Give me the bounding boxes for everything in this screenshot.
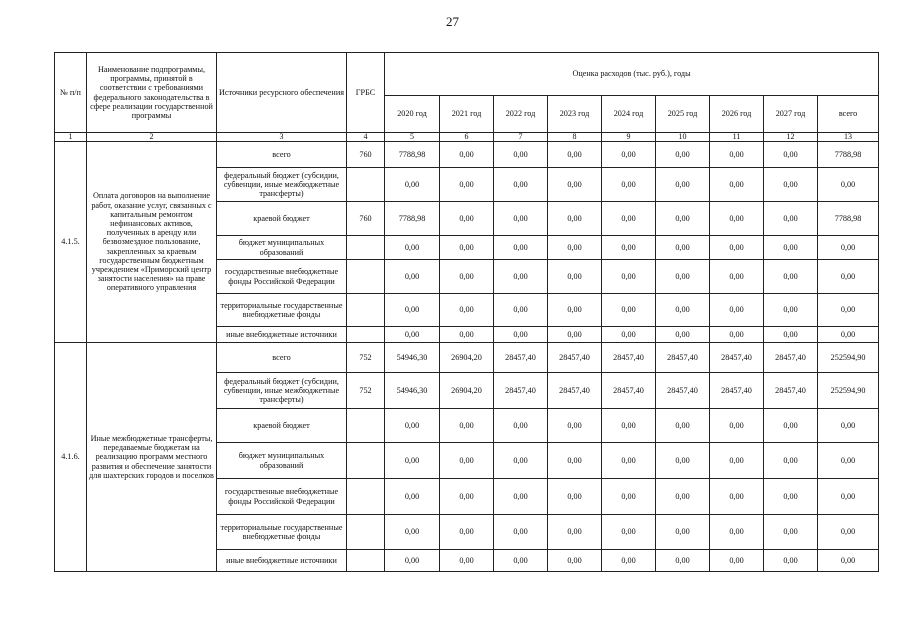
grbs-code: 760 xyxy=(347,142,385,168)
year-value: 0,00 xyxy=(440,294,494,327)
year-value: 0,00 xyxy=(710,294,764,327)
funding-source: иные внебюджетные источники xyxy=(217,327,347,343)
funding-source: государственные внебюджетные фонды Российской Федерации xyxy=(217,479,347,515)
year-value: 0,00 xyxy=(494,260,548,294)
year-value: 0,00 xyxy=(440,550,494,572)
year-value: 28457,40 xyxy=(710,343,764,373)
year-value: 0,00 xyxy=(656,515,710,550)
column-number: 1 xyxy=(55,133,87,142)
item-code: 4.1.6. xyxy=(55,343,87,572)
year-value: 0,00 xyxy=(710,443,764,479)
year-value: 0,00 xyxy=(494,142,548,168)
year-value: 0,00 xyxy=(385,409,440,443)
year-value: 54946,30 xyxy=(385,373,440,409)
year-value: 0,00 xyxy=(385,260,440,294)
year-value: 0,00 xyxy=(656,142,710,168)
grbs-code xyxy=(347,260,385,294)
grbs-code: 752 xyxy=(347,373,385,409)
year-value: 0,00 xyxy=(710,409,764,443)
grbs-code xyxy=(347,294,385,327)
header-grbs: ГРБС xyxy=(347,53,385,133)
year-value: 0,00 xyxy=(656,443,710,479)
total-value: 0,00 xyxy=(818,260,879,294)
year-value: 0,00 xyxy=(764,168,818,202)
year-value: 0,00 xyxy=(494,327,548,343)
year-value: 28457,40 xyxy=(656,373,710,409)
year-value: 0,00 xyxy=(440,168,494,202)
header-year: 2020 год xyxy=(385,96,440,133)
year-value: 0,00 xyxy=(656,168,710,202)
year-value: 28457,40 xyxy=(656,343,710,373)
year-value: 0,00 xyxy=(710,168,764,202)
year-value: 0,00 xyxy=(385,236,440,260)
year-value: 7788,98 xyxy=(385,142,440,168)
year-value: 0,00 xyxy=(602,260,656,294)
year-value: 0,00 xyxy=(385,294,440,327)
year-value: 0,00 xyxy=(385,168,440,202)
funding-source: бюджет муниципальных образований xyxy=(217,236,347,260)
year-value: 0,00 xyxy=(440,443,494,479)
grbs-code xyxy=(347,168,385,202)
funding-source: краевой бюджет xyxy=(217,409,347,443)
year-value: 0,00 xyxy=(710,236,764,260)
year-value: 0,00 xyxy=(602,327,656,343)
year-value: 0,00 xyxy=(548,479,602,515)
year-value: 0,00 xyxy=(440,327,494,343)
year-value: 0,00 xyxy=(602,443,656,479)
year-value: 28457,40 xyxy=(548,373,602,409)
column-number: 5 xyxy=(385,133,440,142)
year-value: 7788,98 xyxy=(385,202,440,236)
year-value: 0,00 xyxy=(710,515,764,550)
total-value: 7788,98 xyxy=(818,202,879,236)
year-value: 0,00 xyxy=(548,142,602,168)
grbs-code xyxy=(347,515,385,550)
year-value: 0,00 xyxy=(494,443,548,479)
year-value: 0,00 xyxy=(602,202,656,236)
year-value: 0,00 xyxy=(656,327,710,343)
column-number: 8 xyxy=(548,133,602,142)
year-value: 0,00 xyxy=(440,515,494,550)
header-year: 2021 год xyxy=(440,96,494,133)
year-value: 0,00 xyxy=(656,202,710,236)
total-value: 0,00 xyxy=(818,515,879,550)
header-num: № п/п xyxy=(55,53,87,133)
year-value: 0,00 xyxy=(494,202,548,236)
year-value: 0,00 xyxy=(548,294,602,327)
header-year: 2022 год xyxy=(494,96,548,133)
funding-source: федеральный бюджет (субсидии, субвенции, иные межбюджетные трансферты) xyxy=(217,168,347,202)
header-estimate: Оценка расходов (тыс. руб.), годы xyxy=(385,53,879,96)
year-value: 0,00 xyxy=(548,409,602,443)
year-value: 0,00 xyxy=(385,550,440,572)
total-value: 0,00 xyxy=(818,550,879,572)
year-value: 28457,40 xyxy=(764,343,818,373)
year-value: 0,00 xyxy=(602,294,656,327)
year-value: 0,00 xyxy=(764,479,818,515)
year-value: 0,00 xyxy=(764,236,818,260)
year-value: 0,00 xyxy=(494,168,548,202)
column-number: 4 xyxy=(347,133,385,142)
year-value: 28457,40 xyxy=(764,373,818,409)
total-value: 0,00 xyxy=(818,479,879,515)
year-value: 0,00 xyxy=(656,260,710,294)
header-year: 2023 год xyxy=(548,96,602,133)
grbs-code: 752 xyxy=(347,343,385,373)
year-value: 0,00 xyxy=(764,409,818,443)
column-number: 3 xyxy=(217,133,347,142)
column-number: 2 xyxy=(87,133,217,142)
year-value: 0,00 xyxy=(548,550,602,572)
year-value: 0,00 xyxy=(440,260,494,294)
year-value: 0,00 xyxy=(656,294,710,327)
year-value: 54946,30 xyxy=(385,343,440,373)
total-value: 0,00 xyxy=(818,327,879,343)
year-value: 0,00 xyxy=(602,236,656,260)
total-value: 0,00 xyxy=(818,168,879,202)
grbs-code xyxy=(347,327,385,343)
header-total: всего xyxy=(818,96,879,133)
table-body xyxy=(55,142,879,572)
year-value: 0,00 xyxy=(764,260,818,294)
item-code: 4.1.5. xyxy=(55,142,87,343)
year-value: 0,00 xyxy=(764,294,818,327)
year-value: 0,00 xyxy=(764,327,818,343)
column-number: 13 xyxy=(818,133,879,142)
column-number: 12 xyxy=(764,133,818,142)
total-value: 252594,90 xyxy=(818,343,879,373)
year-value: 0,00 xyxy=(710,260,764,294)
year-value: 0,00 xyxy=(602,168,656,202)
funding-source: бюджет муниципальных образований xyxy=(217,443,347,479)
year-value: 28457,40 xyxy=(602,373,656,409)
header-year: 2027 год xyxy=(764,96,818,133)
funding-source: территориальные государственные внебюджетные фонды xyxy=(217,294,347,327)
grbs-code xyxy=(347,443,385,479)
budget-table xyxy=(54,52,879,572)
column-number: 7 xyxy=(494,133,548,142)
year-value: 28457,40 xyxy=(494,373,548,409)
year-value: 0,00 xyxy=(548,515,602,550)
year-value: 0,00 xyxy=(656,550,710,572)
year-value: 0,00 xyxy=(440,409,494,443)
year-value: 0,00 xyxy=(548,202,602,236)
year-value: 0,00 xyxy=(494,294,548,327)
year-value: 0,00 xyxy=(548,168,602,202)
table-row xyxy=(55,343,879,373)
year-value: 28457,40 xyxy=(548,343,602,373)
header-name: Наименование подпрограммы, программы, принятой в соответствии с требованиями федерального законодательства в сфере реализации государственной программы xyxy=(87,53,217,133)
funding-source: иные внебюджетные источники xyxy=(217,550,347,572)
total-value: 0,00 xyxy=(818,409,879,443)
funding-source: государственные внебюджетные фонды Российской Федерации xyxy=(217,260,347,294)
year-value: 0,00 xyxy=(494,515,548,550)
year-value: 0,00 xyxy=(764,515,818,550)
year-value: 0,00 xyxy=(764,202,818,236)
year-value: 0,00 xyxy=(385,327,440,343)
item-name: Иные межбюджетные трансферты, передаваемые бюджетам на реализацию программ местного развития и обеспечение занятости для шахтерских городов и поселков xyxy=(87,343,217,572)
year-value: 0,00 xyxy=(656,409,710,443)
grbs-code xyxy=(347,409,385,443)
funding-source: всего xyxy=(217,343,347,373)
year-value: 0,00 xyxy=(440,142,494,168)
total-value: 0,00 xyxy=(818,236,879,260)
year-value: 0,00 xyxy=(548,443,602,479)
column-number: 9 xyxy=(602,133,656,142)
header-year: 2024 год xyxy=(602,96,656,133)
year-value: 0,00 xyxy=(656,236,710,260)
funding-source: всего xyxy=(217,142,347,168)
year-value: 0,00 xyxy=(440,479,494,515)
year-value: 0,00 xyxy=(494,550,548,572)
grbs-code xyxy=(347,550,385,572)
total-value: 0,00 xyxy=(818,294,879,327)
total-value: 7788,98 xyxy=(818,142,879,168)
year-value: 0,00 xyxy=(548,260,602,294)
year-value: 0,00 xyxy=(385,479,440,515)
year-value: 0,00 xyxy=(602,550,656,572)
year-value: 26904,20 xyxy=(440,373,494,409)
column-number: 10 xyxy=(656,133,710,142)
year-value: 0,00 xyxy=(440,236,494,260)
grbs-code: 760 xyxy=(347,202,385,236)
page-number: 27 xyxy=(446,14,459,29)
year-value: 28457,40 xyxy=(710,373,764,409)
year-value: 0,00 xyxy=(494,479,548,515)
year-value: 0,00 xyxy=(656,479,710,515)
year-value: 28457,40 xyxy=(494,343,548,373)
year-value: 0,00 xyxy=(602,479,656,515)
year-value: 0,00 xyxy=(764,550,818,572)
year-value: 0,00 xyxy=(494,236,548,260)
header-sources: Источники ресурсного обеспечения xyxy=(217,53,347,133)
header-year: 2025 год xyxy=(656,96,710,133)
total-value: 0,00 xyxy=(818,443,879,479)
year-value: 0,00 xyxy=(602,142,656,168)
year-value: 0,00 xyxy=(548,327,602,343)
funding-source: территориальные государственные внебюджетные фонды xyxy=(217,515,347,550)
header-year: 2026 год xyxy=(710,96,764,133)
item-name: Оплата договоров на выполнение работ, оказание услуг, связанных с капитальным ремонтом нефинансовых активов, полученных в аренду или безвозмездное пользование, закрепленных за краевым государственным бюджетным учреждением «Приморский центр занятости населения» на праве оперативного управления xyxy=(87,142,217,343)
year-value: 0,00 xyxy=(385,515,440,550)
grbs-code xyxy=(347,479,385,515)
year-value: 0,00 xyxy=(764,142,818,168)
year-value: 0,00 xyxy=(764,443,818,479)
year-value: 0,00 xyxy=(548,236,602,260)
year-value: 0,00 xyxy=(602,515,656,550)
funding-source: краевой бюджет xyxy=(217,202,347,236)
year-value: 0,00 xyxy=(710,327,764,343)
year-value: 0,00 xyxy=(440,202,494,236)
year-value: 0,00 xyxy=(385,443,440,479)
year-value: 0,00 xyxy=(710,142,764,168)
year-value: 0,00 xyxy=(602,409,656,443)
year-value: 0,00 xyxy=(710,479,764,515)
year-value: 28457,40 xyxy=(602,343,656,373)
year-value: 0,00 xyxy=(710,202,764,236)
year-value: 0,00 xyxy=(494,409,548,443)
table-row xyxy=(55,142,879,168)
year-value: 26904,20 xyxy=(440,343,494,373)
total-value: 252594,90 xyxy=(818,373,879,409)
funding-source: федеральный бюджет (субсидии, субвенции, иные межбюджетные трансферты) xyxy=(217,373,347,409)
column-number: 6 xyxy=(440,133,494,142)
grbs-code xyxy=(347,236,385,260)
column-number: 11 xyxy=(710,133,764,142)
year-value: 0,00 xyxy=(710,550,764,572)
